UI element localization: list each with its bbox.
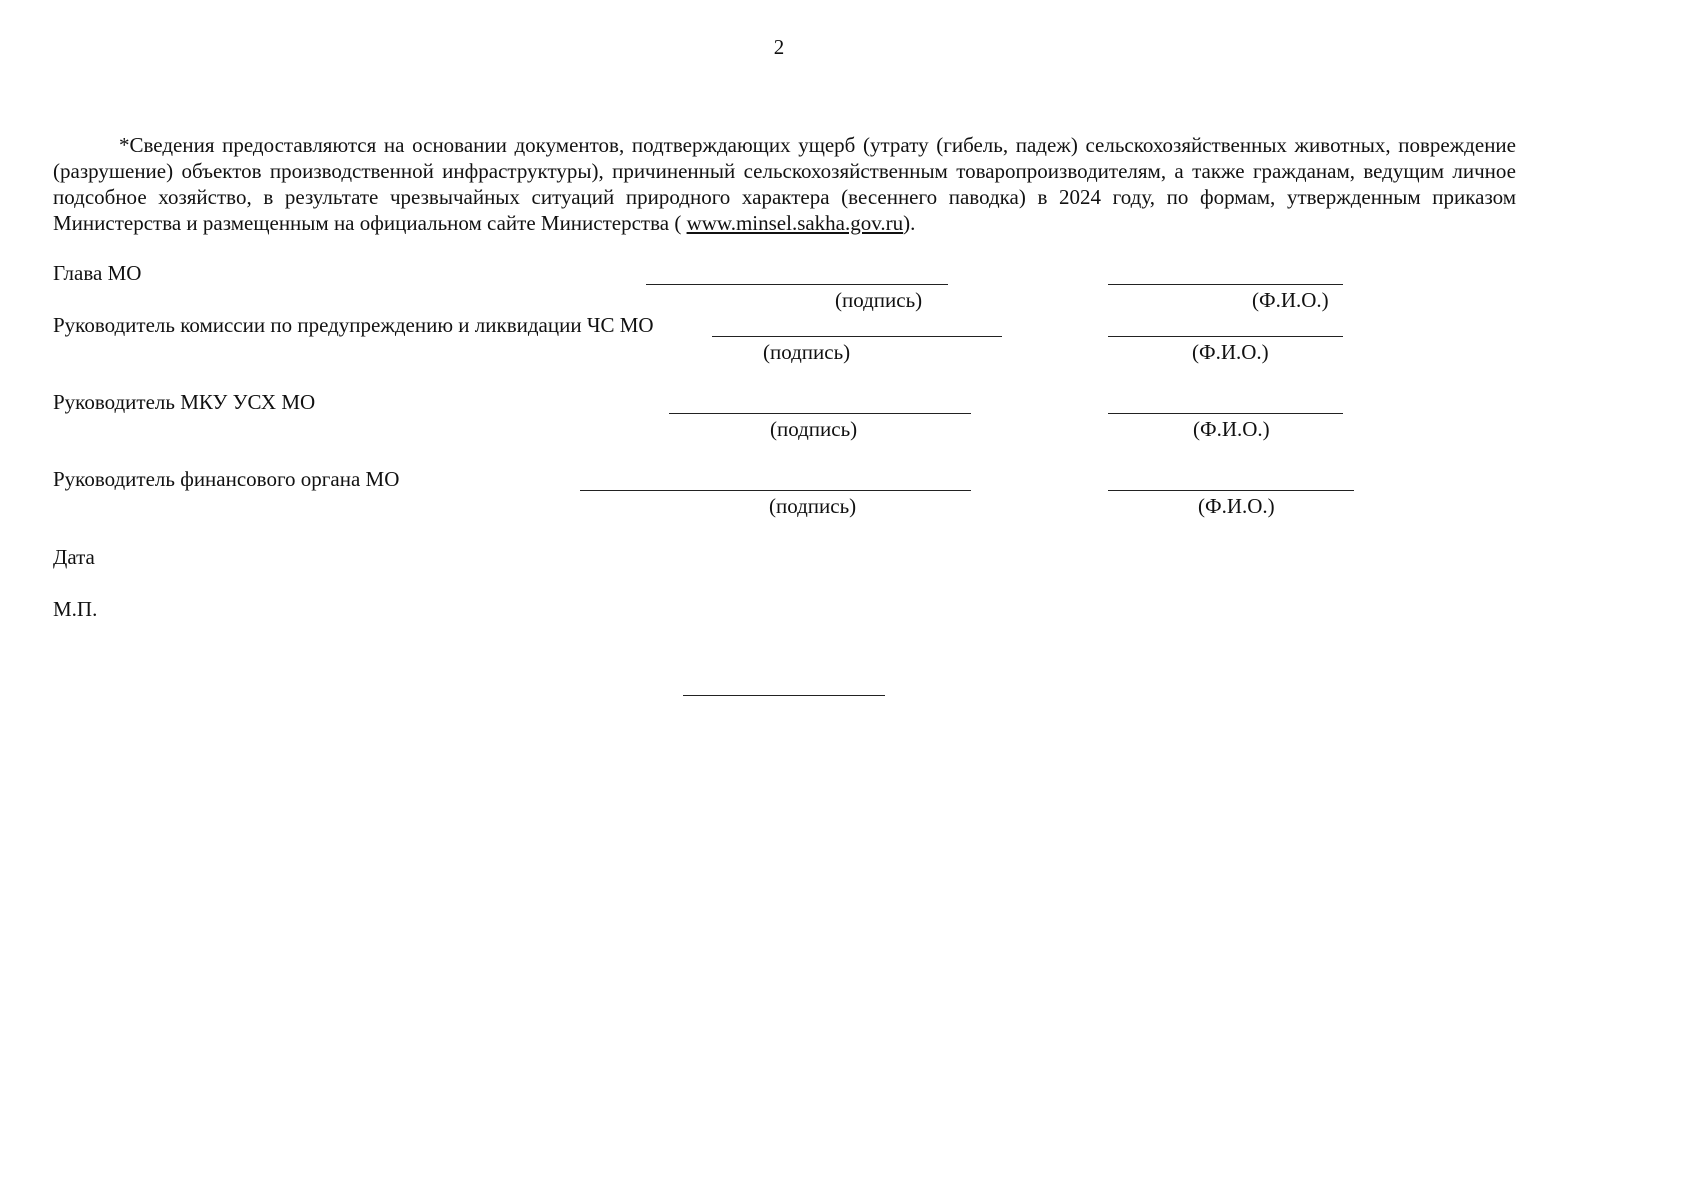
- signature-line-agriculture-agency: [669, 413, 971, 414]
- name-caption-head: (Ф.И.О.): [1252, 288, 1329, 312]
- ministry-website-link[interactable]: www.minsel.sakha.gov.ru: [686, 211, 904, 235]
- signature-caption-emergency-commission: (подпись): [763, 340, 851, 364]
- name-caption-finance: (Ф.И.О.): [1198, 494, 1275, 518]
- signature-line-finance: [580, 490, 971, 491]
- signatory-role-finance: Руководитель финансового органа МО: [53, 467, 400, 491]
- name-caption-agriculture-agency: (Ф.И.О.): [1193, 417, 1270, 441]
- date-label: Дата: [53, 545, 95, 569]
- page-number: 2: [773, 35, 785, 59]
- signatory-role-agriculture-agency: Руководитель МКУ УСХ МО: [53, 390, 316, 414]
- signature-line-head: [646, 284, 948, 285]
- footnote-text: *Сведения предоставляются на основании документов, подтверждающих ущерб (утрату (гибель, падеж) сельскохозяйственных животных, повреждение (разрушение) объектов производственной инфраструктуры), причиненный сельскохозяйственным товаропроизводителям, а также гражданам, ведущим личное подсобное хозяйство, в результате чрезвычайных ситуаций природного характера (весеннего паводка) в 2024 году, по формам, утвержденным приказом Министерства и размещенным на официальном сайте Министерства (: [53, 133, 1516, 235]
- signature-caption-agriculture-agency: (подпись): [770, 417, 858, 441]
- name-caption-emergency-commission: (Ф.И.О.): [1192, 340, 1269, 364]
- name-line-head: [1108, 284, 1343, 285]
- signatory-role-emergency-commission: Руководитель комиссии по предупреждению и ликвидации ЧС МО: [53, 313, 654, 337]
- signature-caption-head: (подпись): [835, 288, 923, 312]
- name-line-emergency-commission: [1108, 336, 1343, 337]
- stamp-label: М.П.: [53, 597, 98, 621]
- signature-line-emergency-commission: [712, 336, 1002, 337]
- signatory-role-head: Глава МО: [53, 261, 142, 285]
- closing-separator-line: [683, 695, 885, 696]
- footnote-paragraph: [53, 132, 1516, 236]
- name-line-finance: [1108, 490, 1354, 491]
- footnote-tail: ).: [903, 211, 916, 235]
- signature-caption-finance: (подпись): [769, 494, 857, 518]
- name-line-agriculture-agency: [1108, 413, 1343, 414]
